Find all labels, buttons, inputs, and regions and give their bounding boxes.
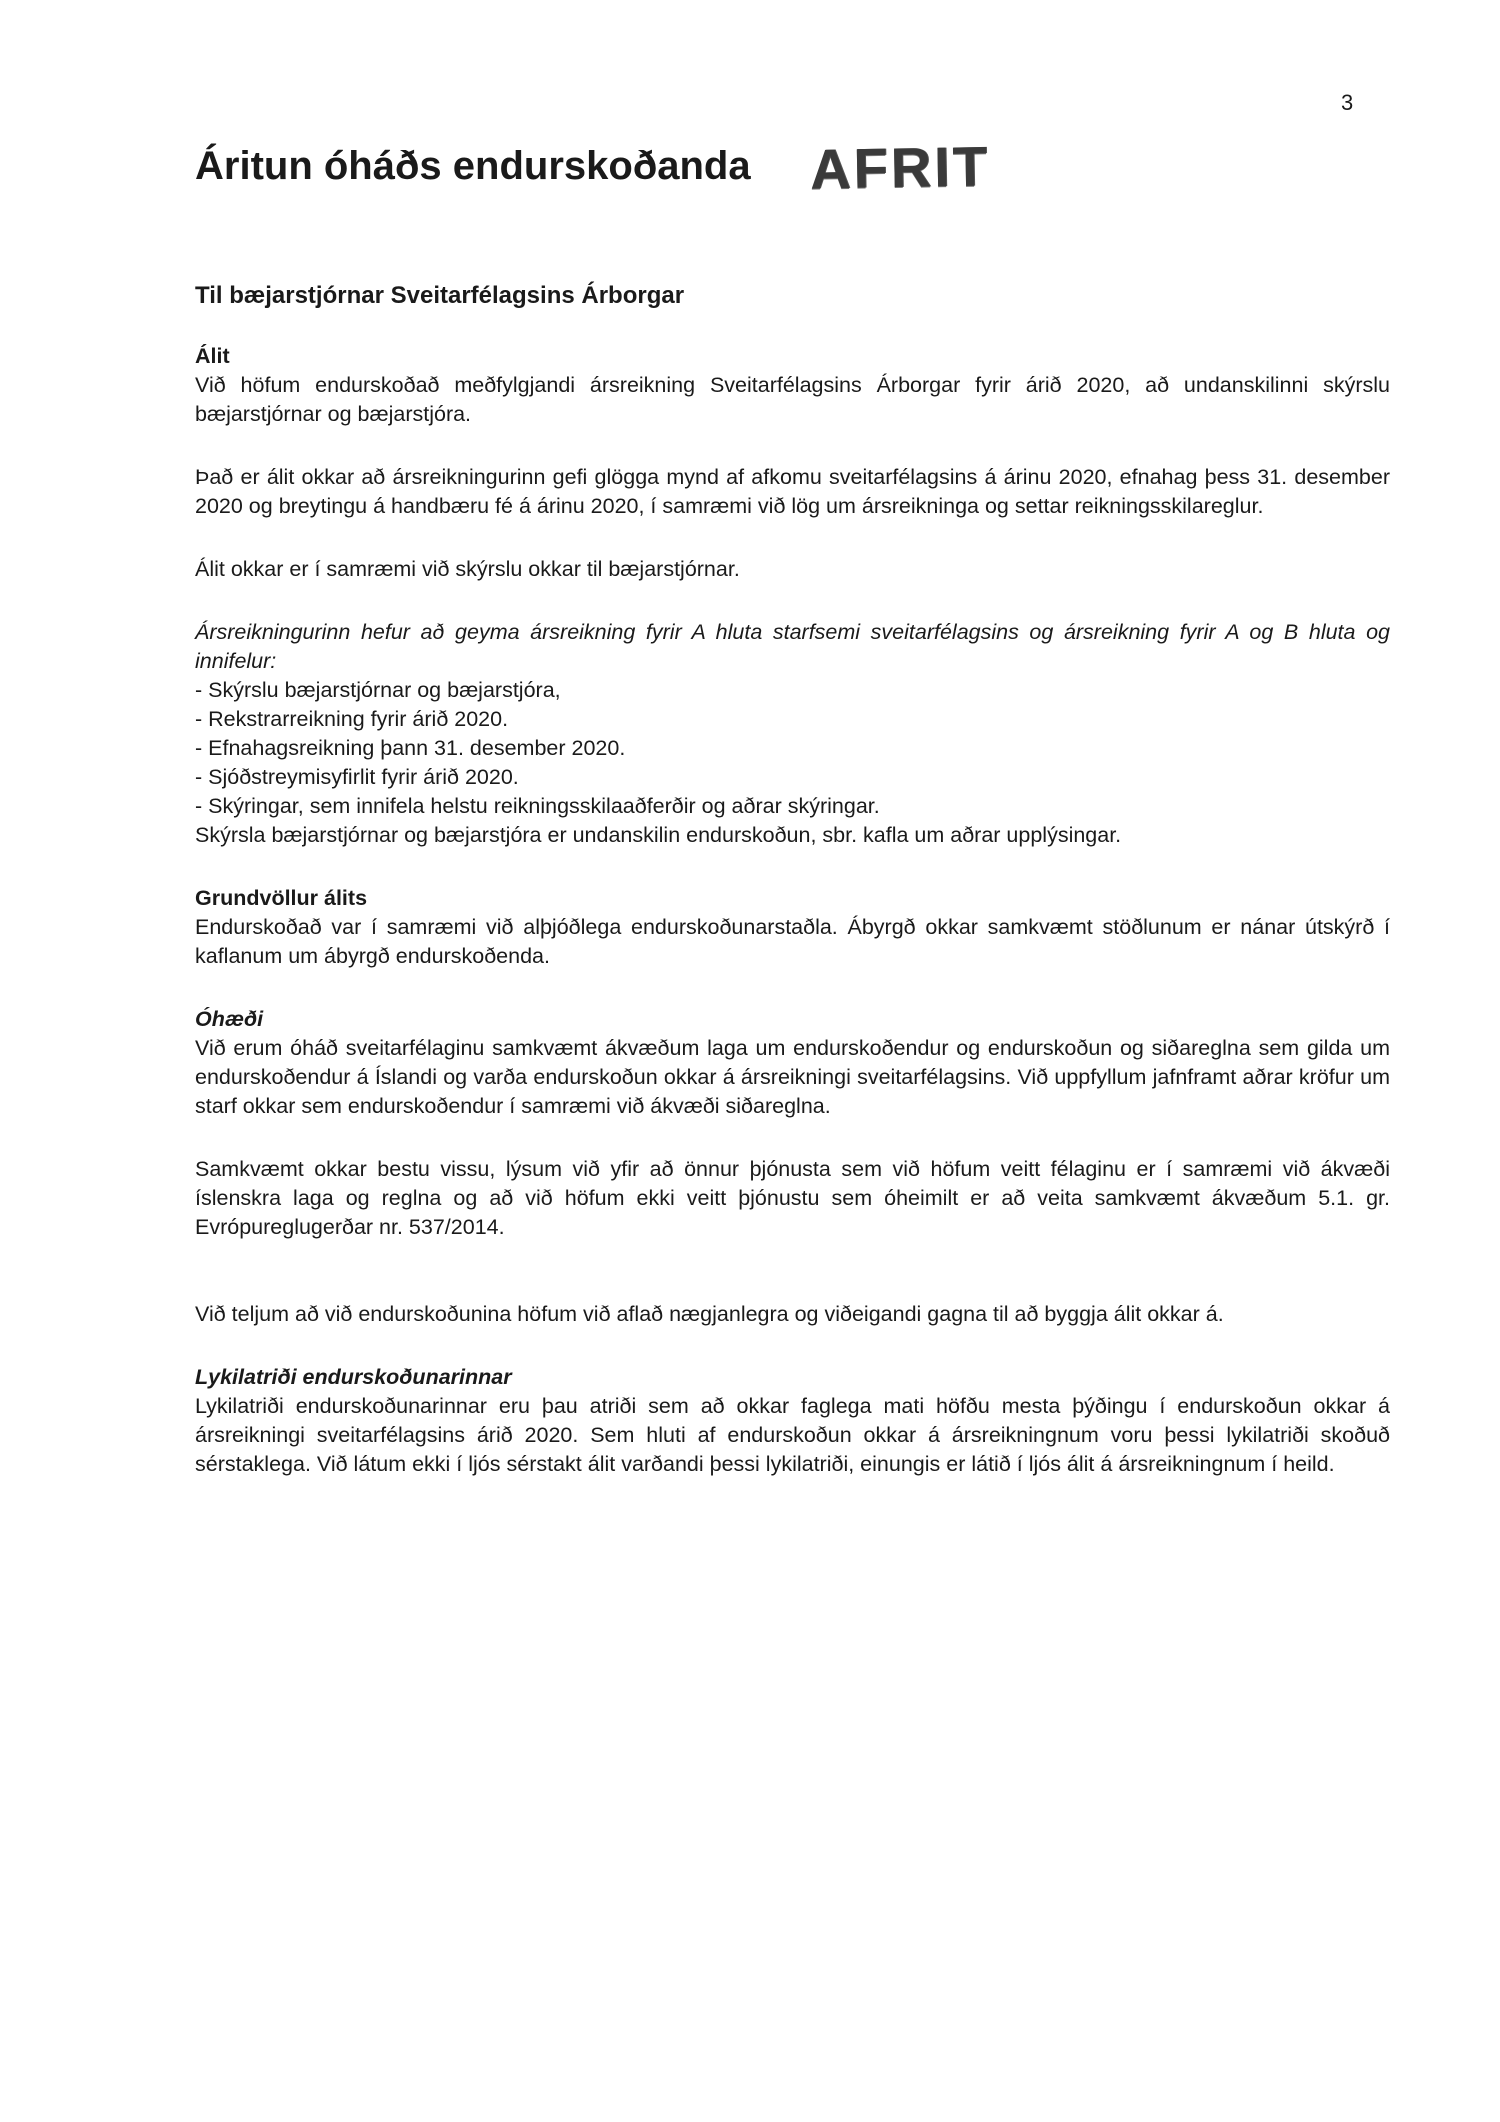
document-body bbox=[195, 280, 1390, 1479]
contents-list bbox=[195, 676, 1390, 821]
alit-closing: Skýrsla bæjarstjórnar og bæjarstjóra er undanskilin endurskoðun, sbr. kafla um aðrar upplýsingar. bbox=[195, 823, 1122, 847]
grundvollur-paragraph-1: Endurskoðað var í samræmi við alþjóðlega endurskoðunarstaðla. Ábyrgð okkar samkvæmt stöðlunum er nánar útskýrð í kaflanum um ábyrgð endurskoðenda. bbox=[195, 915, 1390, 968]
alit-paragraph-2: Það er álit okkar að ársreikningurinn gefi glögga mynd af afkomu sveitarfélagsins á árinu 2020, efnahag þess 31. desember 2020 og breytingu á handbæru fé á árinu 2020, í samræmi við lög um ársreikninga og settar reikningsskilareglur. bbox=[195, 465, 1390, 518]
lykilatridi-heading: Lykilatriði endurskoðunarinnar bbox=[195, 1365, 512, 1389]
alit-italic-intro: Ársreikningurinn hefur að geyma ársreikning fyrir A hluta starfsemi sveitarfélagsins og ársreikning fyrir A og B hluta og innifelur: bbox=[195, 620, 1390, 673]
list-item: - Skýrslu bæjarstjórnar og bæjarstjóra, bbox=[195, 678, 561, 702]
lykilatridi-paragraph-1: Lykilatriði endurskoðunarinnar eru þau atriði sem að okkar faglega mati höfðu mesta þýðingu í endurskoðun okkar á ársreikningi sveitarfélagsins árið 2020. Sem hluti af endurskoðun okkar á ársreikningnum voru þessi lykilatriði skoðuð sérstaklega. Við látum ekki í ljós sérstakt álit varðandi þessi lykilatriði, einungis er látið í ljós álit á ársreikningnum í heild. bbox=[195, 1394, 1390, 1476]
list-item: - Efnahagsreikning þann 31. desember 2020. bbox=[195, 736, 626, 760]
list-item: - Rekstrarreikning fyrir árið 2020. bbox=[195, 707, 509, 731]
grundvollur-heading: Grundvöllur álits bbox=[195, 886, 368, 910]
page-title: Áritun óháðs endurskoðanda bbox=[195, 144, 751, 188]
ohaedi-heading: Óhæði bbox=[195, 1007, 264, 1031]
ohaedi-paragraph-1: Við erum óháð sveitarfélaginu samkvæmt ákvæðum laga um endurskoðendur og endurskoðun og siðareglna sem gilda um endurskoðendur á Íslandi og varða endurskoðun okkar á ársreikningi sveitarfélagsins. Við uppfyllum jafnframt aðrar kröfur um starf okkar sem endurskoðendur í samræmi við ákvæði siðareglna. bbox=[195, 1036, 1390, 1118]
page-number: 3 bbox=[1341, 90, 1354, 115]
alit-heading: Álit bbox=[195, 344, 230, 368]
alit-paragraph-1: Við höfum endurskoðað meðfylgjandi ársreikning Sveitarfélagsins Árborgar fyrir árið 2020, að undanskilinni skýrslu bæjarstjórnar og bæjarstjóra. bbox=[195, 373, 1390, 426]
list-item: - Sjóðstreymisyfirlit fyrir árið 2020. bbox=[195, 765, 519, 789]
addressee-heading: Til bæjarstjórnar Sveitarfélagsins Árborgar bbox=[195, 282, 685, 309]
alit-paragraph-3: Álit okkar er í samræmi við skýrslu okkar til bæjarstjórnar. bbox=[195, 557, 740, 581]
ohaedi-paragraph-3: Við teljum að við endurskoðunina höfum við aflað nægjanlegra og viðeigandi gagna til að byggja álit okkar á. bbox=[195, 1302, 1224, 1326]
ohaedi-paragraph-2: Samkvæmt okkar bestu vissu, lýsum við yfir að önnur þjónusta sem við höfum veitt félaginu er í samræmi við ákvæði íslenskra laga og reglna og að við höfum ekki veitt þjónustu sem óheimilt er að veita samkvæmt ákvæðum 5.1. gr. Evrópureglugerðar nr. 537/2014. bbox=[195, 1157, 1390, 1239]
list-item: - Skýringar, sem innifela helstu reikningsskilaaðferðir og aðrar skýringar. bbox=[195, 794, 880, 818]
afrit-stamp: AFRIT bbox=[809, 134, 991, 201]
